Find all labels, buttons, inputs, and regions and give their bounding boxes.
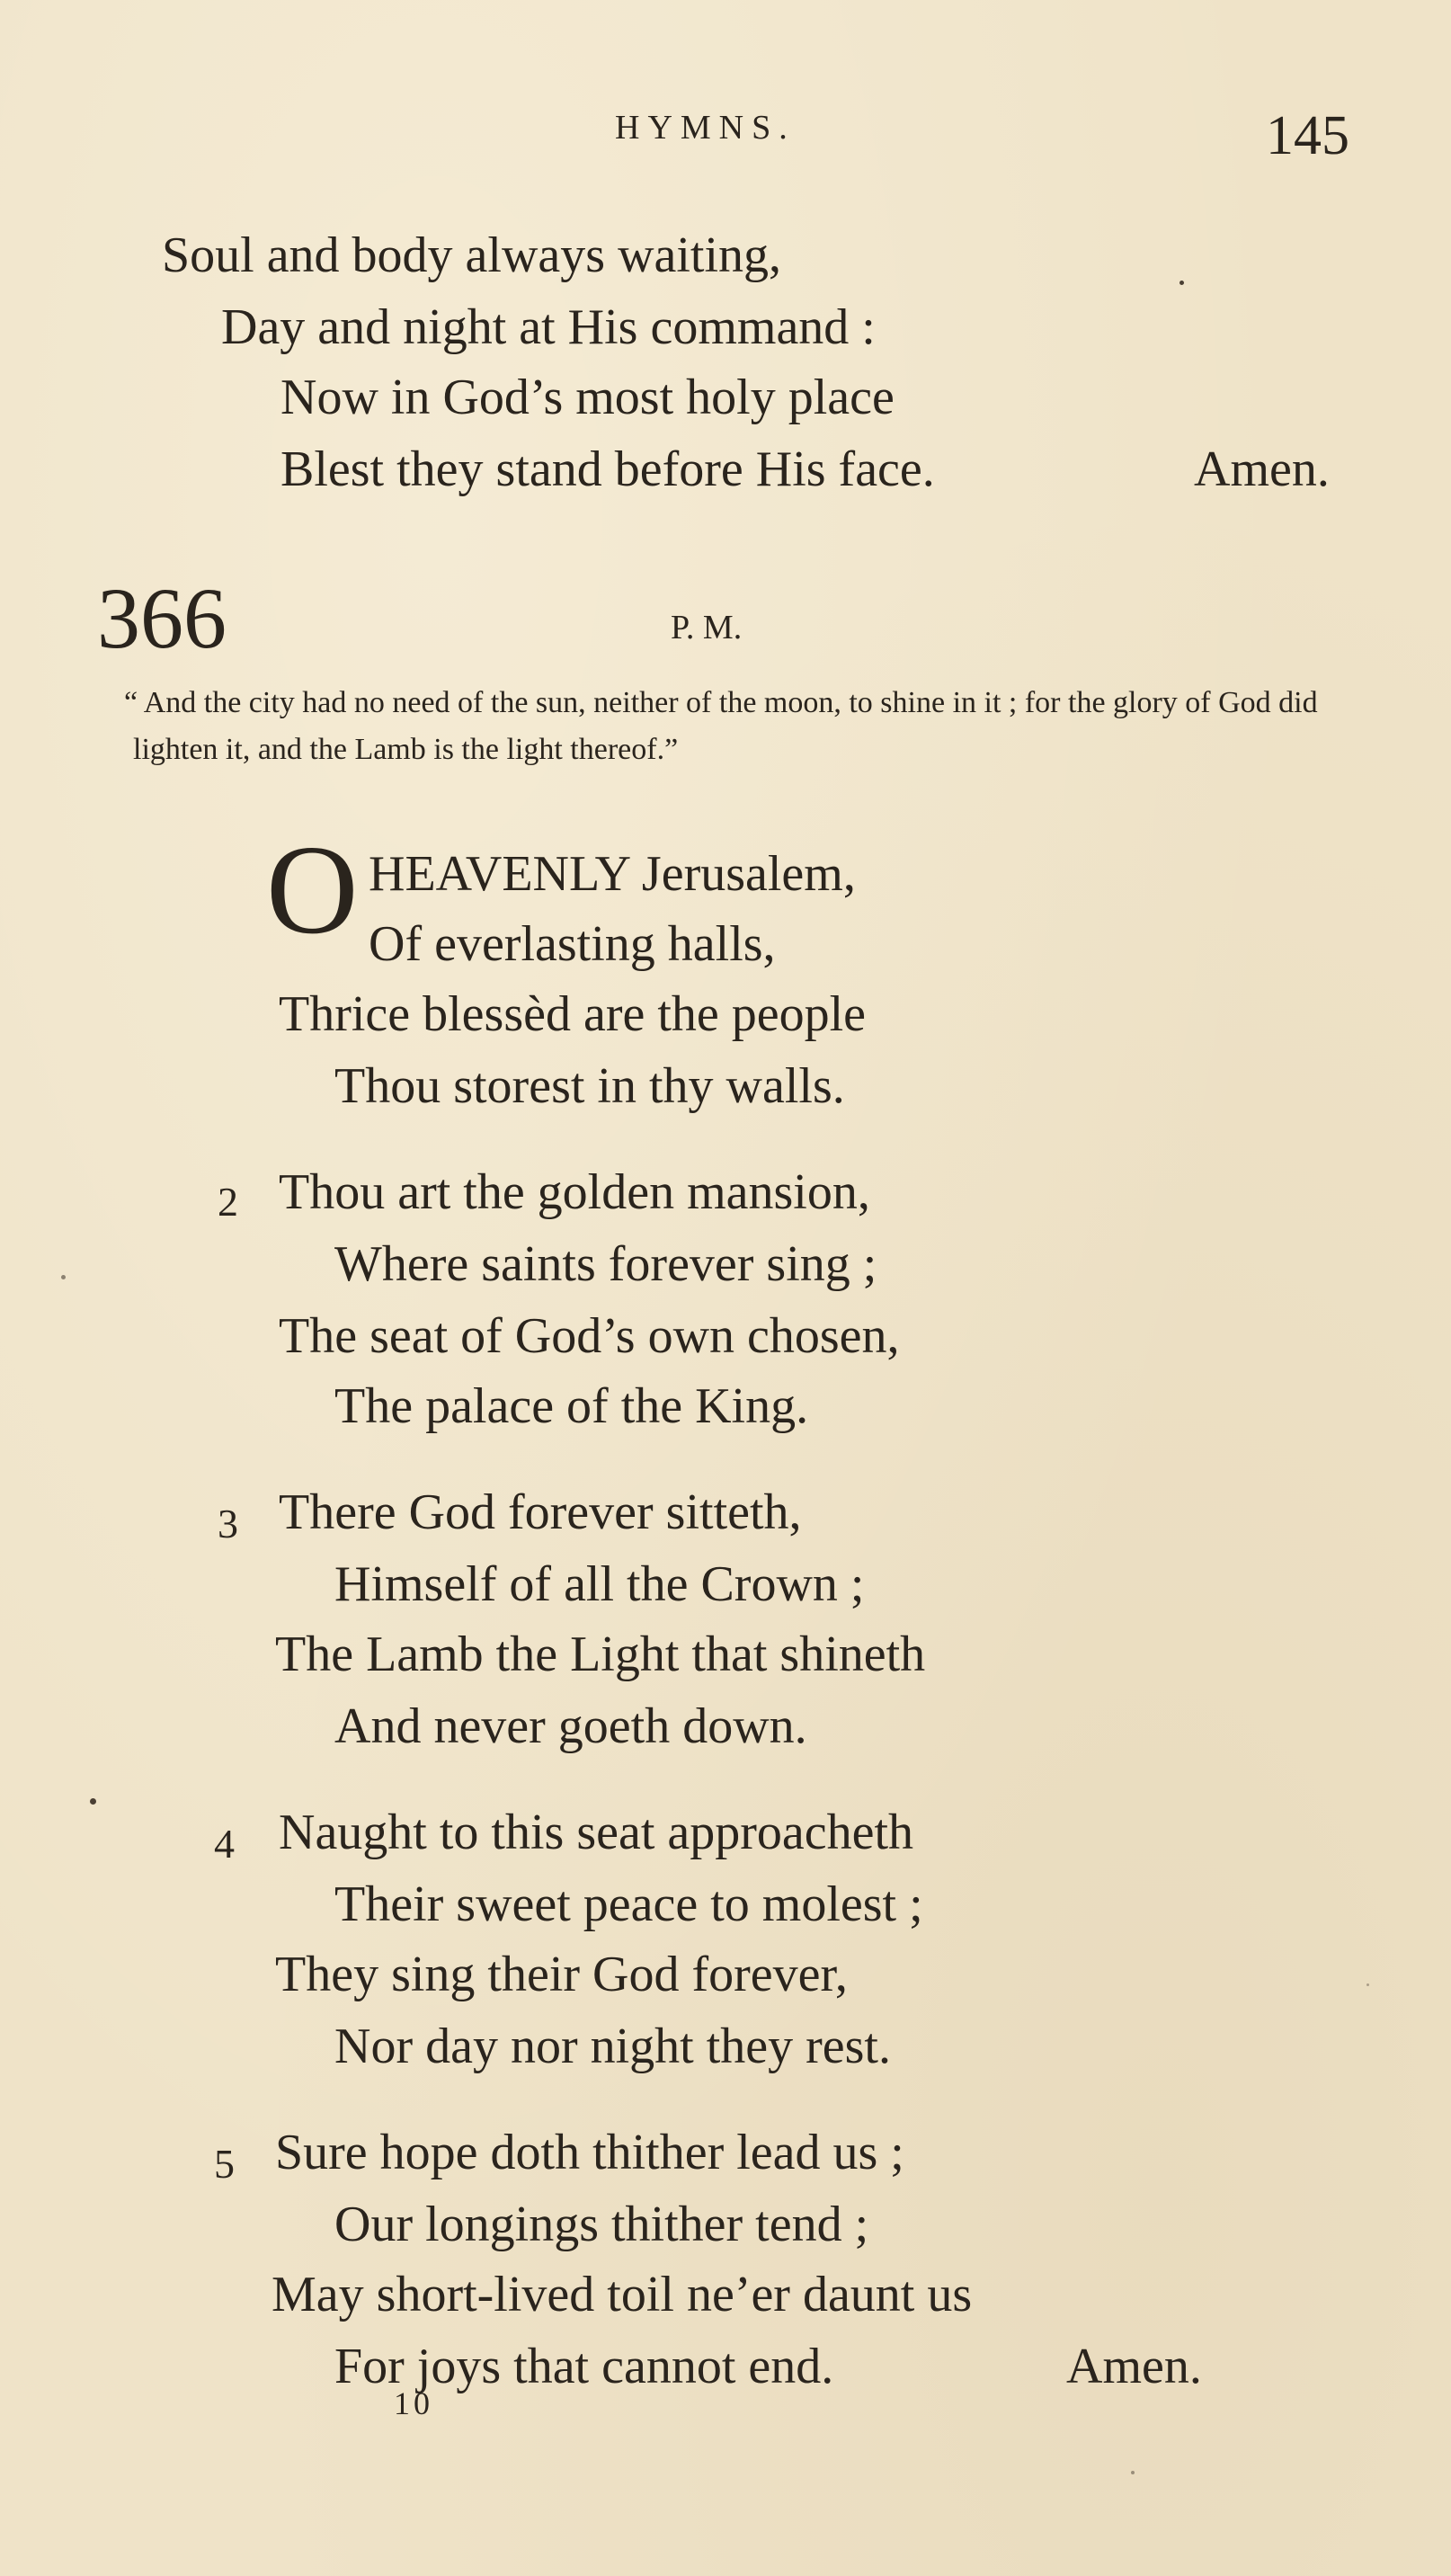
scan-speck <box>90 1798 96 1805</box>
amen-text: Amen. <box>1194 441 1330 497</box>
verse-line: And never goeth down. <box>334 1698 807 1754</box>
verse-line: Thou storest in thy walls. <box>334 1058 845 1114</box>
verse-line: HEAVENLY Jerusalem, <box>369 846 856 902</box>
drop-cap: O <box>266 818 359 960</box>
verse-line: Their sweet peace to molest ; <box>334 1876 923 1932</box>
verse-line: Now in God’s most holy place <box>280 370 895 425</box>
verse-line: Nor day nor night they rest. <box>334 2019 891 2074</box>
verse-line: The palace of the King. <box>334 1378 809 1434</box>
verse-line: The seat of God’s own chosen, <box>279 1308 900 1364</box>
verse-line: Where saints forever sing ; <box>334 1236 877 1292</box>
verse-line: Blest they stand before His face. <box>280 441 935 497</box>
verse-line: Himself of all the Crown ; <box>334 1556 865 1612</box>
scan-speck <box>1179 281 1184 285</box>
scan-speck <box>61 1275 66 1279</box>
verse-line: Sure hope doth thither lead us ; <box>275 2125 904 2180</box>
verse-line: Thou art the golden mansion, <box>279 1164 870 1220</box>
amen-text: Amen. <box>1066 2339 1202 2394</box>
printer-signature: 10 <box>394 2385 433 2421</box>
scan-speck <box>1366 1983 1369 1986</box>
meter-label: P. M. <box>671 609 743 646</box>
verse-line: For joys that cannot end. <box>334 2339 834 2394</box>
verse-line: The Lamb the Light that shineth <box>275 1627 926 1682</box>
hymn-number: 366 <box>97 570 227 666</box>
verse-line: Thrice blessèd are the people <box>279 986 867 1042</box>
verse-line: Of everlasting halls, <box>369 916 776 972</box>
verse-line: Naught to this seat approacheth <box>279 1805 914 1860</box>
verse-number: 2 <box>218 1179 238 1225</box>
verse-line: They sing their God forever, <box>275 1947 848 2002</box>
verse-line: Our longings thither tend ; <box>334 2197 869 2252</box>
verse-number: 3 <box>218 1501 238 1546</box>
verse-line: Soul and body always waiting, <box>162 227 782 283</box>
running-head: HYMNS. <box>615 109 796 147</box>
verse-line: There God forever sitteth, <box>279 1484 802 1540</box>
scripture-epigraph: “ And the city had no need of the sun, neither of the moon, to shine in it ; for the glory of God did lighten it, and the Lamb is the light thereof.” <box>124 686 1318 766</box>
scan-speck <box>1131 2471 1135 2474</box>
verse-line: May short-lived toil ne’er daunt us <box>272 2267 973 2322</box>
verse-number: 5 <box>214 2141 235 2187</box>
verse-number: 4 <box>214 1821 235 1867</box>
verse-line: Day and night at His command : <box>221 299 876 355</box>
page-number: 145 <box>1266 105 1349 166</box>
